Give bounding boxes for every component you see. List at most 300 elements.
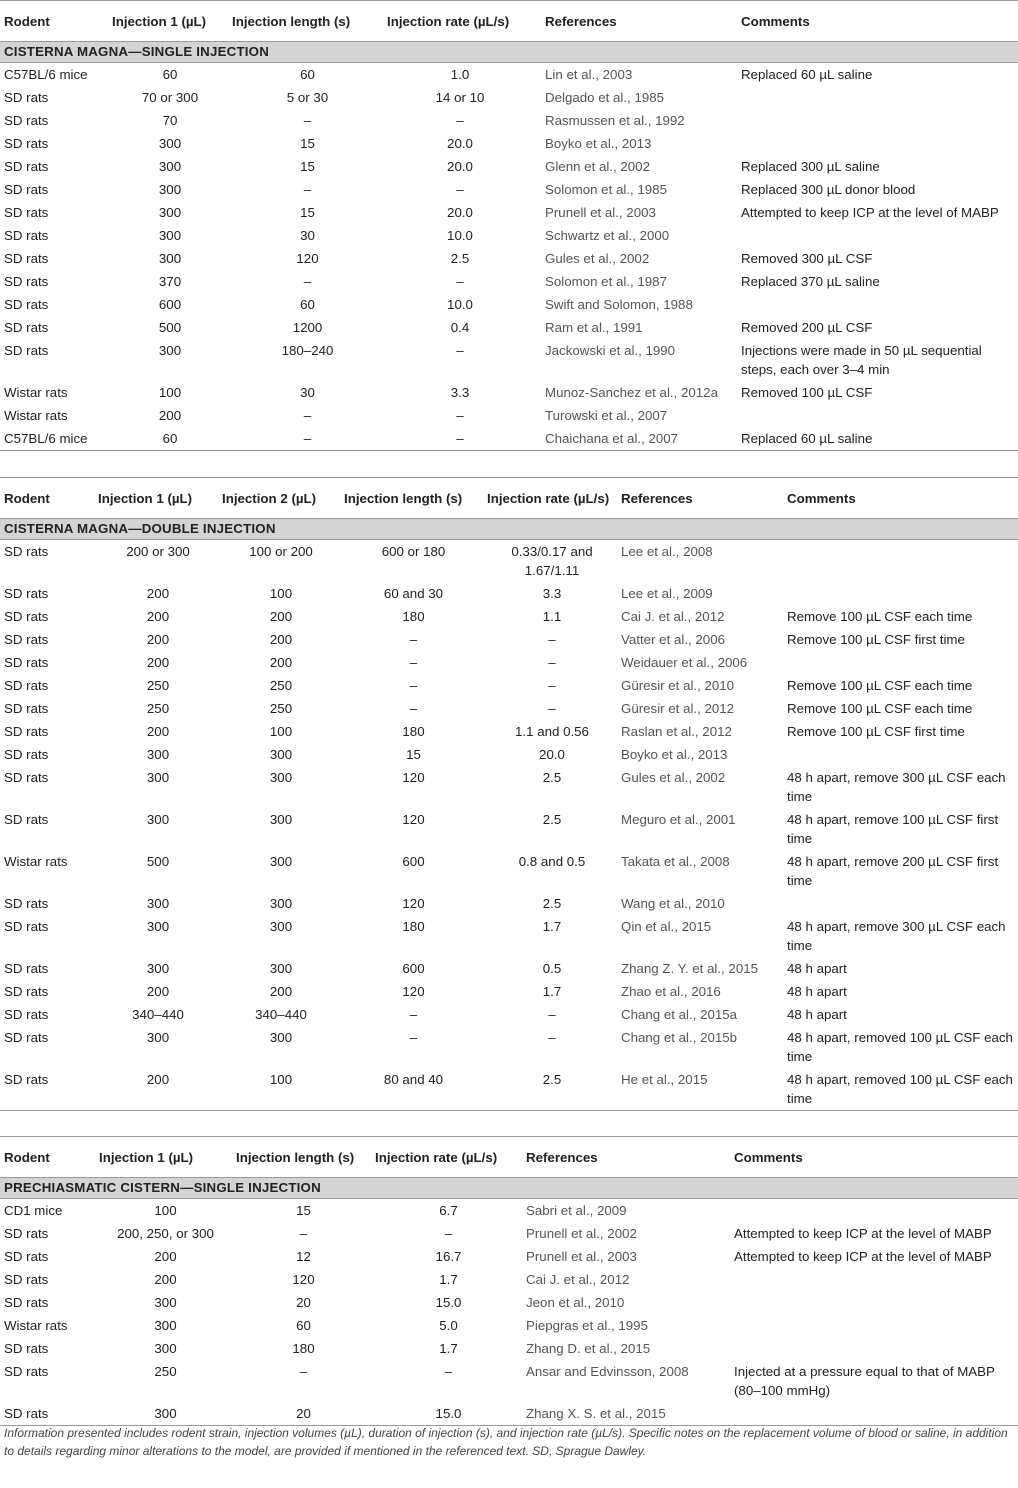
table-cell: 30: [300, 228, 315, 243]
table-cell: 100: [154, 1203, 177, 1218]
table-cell: SD rats: [4, 1249, 49, 1264]
table-cell: SD rats: [4, 655, 49, 670]
table-cell: 2.5: [542, 896, 562, 911]
table-row: [0, 540, 1018, 583]
table-row: [0, 1360, 1018, 1402]
table-footnote: Information presented includes rodent strain, injection volumes (µL), duration of injection (s), and injection rate (µL/s). Specific notes on the replacement volume of blood or saline, in addition to details regarding minor alterations to the model, are provided if mentioned in the referenced text. SD, Sprague Dawley.: [4, 1426, 1008, 1458]
table-row: [0, 132, 1018, 155]
table-cell: 48 h apart, remove 300 µL CSF each time: [787, 770, 1006, 804]
table-cell: –: [548, 701, 556, 716]
table-cell: 1.7: [542, 984, 562, 999]
table-cell: 300: [269, 919, 293, 934]
table-cell: 300: [269, 1030, 293, 1045]
table-cell: 48 h apart, removed 100 µL CSF each time: [783, 1068, 1018, 1111]
table-cell: 300: [158, 182, 182, 197]
table-row: [0, 674, 1018, 697]
table-row: [0, 1003, 1018, 1026]
table-cell: Vatter et al., 2006: [621, 632, 725, 647]
header-injection-rate: Injection rate (µL/s): [387, 13, 510, 29]
table-cell: Cai J. et al., 2012: [526, 1272, 630, 1287]
table-cell: Meguro et al., 2001: [621, 812, 736, 827]
table-cell: 300: [158, 159, 182, 174]
table-row: [0, 404, 1018, 427]
table-cell: SD rats: [4, 984, 49, 999]
table-cell: SD rats: [4, 1295, 49, 1310]
table-row: [0, 155, 1018, 178]
table-cell: –: [548, 632, 556, 647]
table-row: [0, 270, 1018, 293]
table-row: [0, 697, 1018, 720]
table-cell: Remove 100 µL CSF each time: [787, 609, 973, 624]
table-cell: 70: [162, 113, 178, 128]
table-cell: 0.4: [450, 320, 470, 335]
table-row: [0, 651, 1018, 674]
table-cell: –: [303, 274, 312, 289]
table-cell: Zhang Z. Y. et al., 2015: [621, 961, 759, 976]
table-cell: Swift and Solomon, 1988: [545, 297, 693, 312]
table-cell: 250: [146, 678, 170, 693]
table-cell: 2.5: [542, 812, 562, 827]
section-title: PRECHIASMATIC CISTERN—SINGLE INJECTION: [0, 1178, 1018, 1199]
table-cell: 20.0: [447, 205, 473, 220]
table-cell: Attempted to keep ICP at the level of MABP: [734, 1226, 992, 1241]
table-cell: [783, 540, 1018, 583]
table-cell: 200: [158, 408, 182, 423]
header-references: References: [526, 1149, 598, 1165]
table-cell: Jackowski et al., 1990: [545, 343, 676, 358]
table-row: [0, 247, 1018, 270]
table-cell: 14 or 10: [435, 90, 485, 105]
table-cell: –: [228, 427, 383, 451]
table-cell: SD rats: [4, 251, 49, 266]
header-rodent: Rodent: [4, 13, 50, 29]
table-row: [0, 605, 1018, 628]
table-cell: 300: [158, 205, 182, 220]
table-cell: SD rats: [4, 632, 49, 647]
table-row: [0, 427, 1018, 451]
table-cell: [730, 1291, 1018, 1314]
table-cell: 500: [146, 854, 170, 869]
table-cell: SD rats: [4, 1226, 49, 1241]
table-cell: 1.1: [542, 609, 562, 624]
table-cell: Prunell et al., 2003: [545, 205, 656, 220]
table-cell: 200: [146, 724, 170, 739]
table-row: [0, 1337, 1018, 1360]
table-row: [0, 63, 1018, 87]
table-cell: SD rats: [4, 586, 49, 601]
table-cell: –: [409, 1007, 418, 1022]
header-injection-rate: Injection rate (µL/s): [487, 490, 610, 506]
table-cell: 120: [402, 812, 425, 827]
table-cell: Boyko et al., 2013: [545, 136, 652, 151]
table-cell: 300: [146, 747, 170, 762]
table-row: [0, 1268, 1018, 1291]
table-cell: Injected at a pressure equal to that of MABP (80–100 mmHg): [734, 1364, 995, 1398]
table-row: [0, 339, 1018, 381]
table-cell: SD rats: [4, 297, 49, 312]
table-row: [0, 1245, 1018, 1268]
section-title: CISTERNA MAGNA—DOUBLE INJECTION: [0, 519, 1018, 540]
table-cell: Removed 300 µL CSF: [741, 251, 873, 266]
table-cell: 250: [269, 678, 293, 693]
table-cell: Piepgras et al., 1995: [526, 1318, 648, 1333]
table-cell: 200 or 300: [126, 544, 190, 559]
table-cell: 48 h apart, remove 100 µL CSF first time: [787, 812, 999, 846]
table-cell: Munoz-Sanchez et al., 2012a: [545, 385, 718, 400]
table-cell: 48 h apart: [787, 961, 847, 976]
table-cell: 100: [218, 1068, 340, 1111]
table-cell: Delgado et al., 1985: [545, 90, 665, 105]
table-cell: 12: [296, 1249, 311, 1264]
section-header: [0, 42, 1018, 63]
table-cell: 48 h apart, remove 200 µL CSF first time: [787, 854, 999, 888]
table-cell: 500: [158, 320, 182, 335]
table-cell: SD rats: [4, 770, 49, 785]
table-cell: 300: [154, 1318, 177, 1333]
table-cell: 200: [269, 632, 293, 647]
table-row: [0, 109, 1018, 132]
table-cell: Boyko et al., 2013: [621, 747, 728, 762]
table-cell: –: [409, 701, 418, 716]
table-cell: –: [409, 632, 418, 647]
table-cell: 0.5: [542, 961, 562, 976]
table-cell: Removed 200 µL CSF: [741, 320, 873, 335]
table-cell: –: [456, 274, 464, 289]
table-cell: SD rats: [4, 159, 49, 174]
table-cell: 1.7: [542, 919, 562, 934]
table-row: [0, 1402, 1018, 1426]
table-cell: [737, 224, 1018, 247]
table-cell: 120: [402, 770, 425, 785]
table-cell: Chaichana et al., 2007: [533, 427, 737, 451]
table-cell: 200: [146, 655, 170, 670]
table-cell: Lee et al., 2009: [621, 586, 713, 601]
table-cell: 300: [158, 343, 182, 358]
header-rodent: Rodent: [4, 1149, 50, 1165]
table-row: [0, 381, 1018, 404]
table-cell: 300: [158, 136, 182, 151]
table-cell: SD rats: [4, 678, 49, 693]
table-cell: Cai J. et al., 2012: [621, 609, 725, 624]
table-row: [0, 86, 1018, 109]
table-cell: Remove 100 µL CSF first time: [787, 632, 965, 647]
table-cell: –: [383, 427, 533, 451]
table-cell: SD rats: [4, 136, 49, 151]
table-cell: Ansar and Edvinsson, 2008: [526, 1364, 689, 1379]
table-row: [0, 316, 1018, 339]
table-cell: [737, 293, 1018, 316]
table-row: [0, 628, 1018, 651]
table-cell: –: [409, 1030, 418, 1045]
table-cell: 6.7: [439, 1203, 458, 1218]
table-cell: 20.0: [447, 159, 473, 174]
table-row: [0, 1222, 1018, 1245]
table-cell: Qin et al., 2015: [621, 919, 712, 934]
table-row: [0, 892, 1018, 915]
table-cell: [737, 86, 1018, 109]
table-cell: –: [456, 182, 464, 197]
table-row: [0, 743, 1018, 766]
table-cell: 30: [300, 385, 315, 400]
header-injection-length: Injection length (s): [344, 490, 463, 506]
table-cell: –: [456, 408, 464, 423]
table-cell: 1.1 and 0.56: [515, 724, 589, 739]
table-cell: SD rats: [4, 609, 49, 624]
header-injection-1: Injection 1 (µL): [98, 490, 193, 506]
table-cell: –: [444, 1226, 453, 1241]
table-cell: Güresir et al., 2010: [621, 678, 735, 693]
table-cell: SD rats: [4, 1341, 49, 1356]
table-cell: 300: [158, 228, 182, 243]
table-cell: 5 or 30: [286, 90, 329, 105]
table-cell: 15: [406, 747, 421, 762]
table-cell: Wistar rats: [4, 1318, 68, 1333]
table-cell: 200: [269, 984, 293, 999]
table-cell: 180: [292, 1341, 315, 1356]
table-cell: –: [303, 182, 312, 197]
section-header: [0, 1178, 1018, 1199]
table-cell: 300: [269, 961, 293, 976]
table-cell: 2.5: [542, 770, 562, 785]
table-cell: 300: [146, 896, 170, 911]
table-cell: 300: [154, 1341, 177, 1356]
table-cell: [783, 582, 1018, 605]
table-cell: SD rats: [4, 544, 49, 559]
table-cell: Replaced 60 µL saline: [741, 67, 873, 82]
table-cell: Remove 100 µL CSF each time: [787, 701, 973, 716]
table-cell: SD rats: [4, 90, 49, 105]
table-cell: 300: [269, 770, 293, 785]
table-cell: SD rats: [4, 343, 49, 358]
header-comments: Comments: [741, 13, 810, 29]
table-cell: 600: [158, 297, 182, 312]
table-cell: 200: [269, 655, 293, 670]
table-cell: Attempted to keep ICP at the level of MABP: [734, 1249, 992, 1264]
table-cell: 70 or 300: [141, 90, 199, 105]
table-cell: –: [456, 113, 464, 128]
header-comments: Comments: [787, 490, 856, 506]
header-injection-length: Injection length (s): [236, 1149, 355, 1165]
table-cell: 5.0: [439, 1318, 458, 1333]
header-injection-rate: Injection rate (µL/s): [375, 1149, 498, 1165]
header-injection-1: Injection 1 (µL): [99, 1149, 194, 1165]
table-cell: Injections were made in 50 µL sequential steps, each over 3–4 min: [741, 343, 982, 377]
table-row: [0, 1199, 1018, 1223]
table-cell: SD rats: [4, 320, 49, 335]
table-cell: 250: [154, 1364, 177, 1379]
table-row: [0, 1314, 1018, 1337]
table-cell: Raslan et al., 2012: [621, 724, 732, 739]
table-cell: 600 or 180: [381, 544, 446, 559]
table-cell: Lin et al., 2003: [545, 67, 633, 82]
table-cell: –: [548, 678, 556, 693]
table-cell: Zhang X. S. et al., 2015: [522, 1402, 730, 1426]
table-cell: –: [548, 655, 556, 670]
table-cell: 2.5: [450, 251, 470, 266]
table-cell: 80 and 40: [340, 1068, 483, 1111]
table-header: [0, 1, 1018, 42]
table-cell: Prunell et al., 2003: [526, 1249, 637, 1264]
table-cell: 20.0: [447, 136, 473, 151]
table-cell: –: [456, 343, 464, 358]
table-row: [0, 201, 1018, 224]
table-cell: 200: [146, 632, 170, 647]
table-cell: SD rats: [4, 1030, 49, 1045]
table-cell: SD rats: [4, 1364, 49, 1379]
table-cell: 300: [146, 812, 170, 827]
table-cell: 0.8 and 0.5: [518, 854, 586, 869]
table-cell: 200: [146, 984, 170, 999]
table-cell: Remove 100 µL CSF each time: [787, 678, 973, 693]
table-cell: 180: [402, 919, 425, 934]
table-cell: Ram et al., 1991: [545, 320, 643, 335]
table-cell: [737, 132, 1018, 155]
table-cell: SD rats: [4, 961, 49, 976]
table-cell: 300: [158, 251, 182, 266]
table-cell: –: [303, 113, 312, 128]
table-cell: Güresir et al., 2012: [621, 701, 735, 716]
table-cell: Wang et al., 2010: [621, 896, 725, 911]
table-cell: 48 h apart, remove 300 µL CSF each time: [787, 919, 1006, 953]
table-cell: Prunell et al., 2002: [526, 1226, 637, 1241]
table-cell: Rasmussen et al., 1992: [545, 113, 685, 128]
table-cell: SD rats: [4, 896, 49, 911]
table-cell: 300: [269, 854, 293, 869]
table-row: [0, 293, 1018, 316]
table-cell: 60: [300, 67, 315, 82]
header-references: References: [545, 13, 617, 29]
table-row: [0, 957, 1018, 980]
table-cell: 300: [269, 896, 293, 911]
table-cell: 60: [108, 427, 228, 451]
table-cell: Remove 100 µL CSF first time: [787, 724, 965, 739]
table-cell: –: [299, 1226, 308, 1241]
table-cell: 200: [94, 1068, 218, 1111]
table-cell: 120: [402, 984, 425, 999]
table-cell: 600: [402, 854, 425, 869]
table-cell: Schwartz et al., 2000: [545, 228, 670, 243]
table-cell: Replaced 300 µL saline: [741, 159, 880, 174]
table-cell: 300: [146, 919, 170, 934]
table-cisterna-magna-double: [0, 477, 1018, 1111]
table-cell: 48 h apart: [787, 984, 847, 999]
table-cell: Wistar rats: [4, 385, 68, 400]
table-prechiasmatic-single: [0, 1136, 1018, 1426]
table-cell: Solomon et al., 1985: [545, 182, 667, 197]
table-cell: 60: [162, 67, 178, 82]
table-cell: Replaced 300 µL donor blood: [741, 182, 916, 197]
table-cell: 200: [146, 609, 170, 624]
table-header: [0, 1137, 1018, 1178]
table-cell: [730, 1402, 1018, 1426]
table-cell: SD rats: [4, 228, 49, 243]
header-injection-2: Injection 2 (µL): [222, 490, 317, 506]
table-cell: –: [548, 1030, 556, 1045]
table-cell: 600: [402, 961, 425, 976]
table-cell: SD rats: [4, 113, 49, 128]
table-cell: 250: [269, 701, 293, 716]
table-cell: 48 h apart: [787, 1007, 847, 1022]
table-cell: Gules et al., 2002: [621, 770, 726, 785]
table-cell: 15: [300, 159, 315, 174]
table-cell: –: [548, 1007, 556, 1022]
table-cell: –: [299, 1364, 308, 1379]
table-cell: C57BL/6 mice: [4, 67, 88, 82]
table-cell: 1.0: [450, 67, 470, 82]
table-cell: Solomon et al., 1987: [545, 274, 667, 289]
table-row: [0, 766, 1018, 808]
table-cell: Weidauer et al., 2006: [621, 655, 748, 670]
table-cell: CD1 mice: [4, 1203, 63, 1218]
table-cell: 200: [154, 1249, 177, 1264]
table-cell: 0.33/0.17 and 1.67/1.11: [511, 544, 593, 578]
table-cell: 300: [269, 747, 293, 762]
table-cell: [783, 892, 1018, 915]
table-cell: He et al., 2015: [617, 1068, 783, 1111]
section-title: CISTERNA MAGNA—SINGLE INJECTION: [0, 42, 1018, 63]
table-cell: –: [409, 678, 418, 693]
table-cell: [730, 1337, 1018, 1360]
table-cell: Sabri et al., 2009: [526, 1203, 627, 1218]
table-cell: Zhao et al., 2016: [621, 984, 721, 999]
table-cell: 100: [269, 724, 293, 739]
table-cell: Chang et al., 2015a: [621, 1007, 738, 1022]
table-cell: SD rats: [0, 1402, 95, 1426]
table-cell: SD rats: [4, 919, 49, 934]
table-cell: 120: [296, 251, 319, 266]
header-rodent: Rodent: [4, 490, 50, 506]
table-cell: 48 h apart, removed 100 µL CSF each time: [787, 1030, 1013, 1064]
table-cell: 200: [146, 586, 170, 601]
table-cell: 15: [300, 136, 315, 151]
table-cell: 180–240: [281, 343, 334, 358]
table-cell: 200: [154, 1272, 177, 1287]
table-cell: SD rats: [4, 812, 49, 827]
header-references: References: [621, 490, 693, 506]
table-row: [0, 582, 1018, 605]
table-cell: Attempted to keep ICP at the level of MABP: [741, 205, 999, 220]
table-cell: Turowski et al., 2007: [545, 408, 668, 423]
table-row: [0, 980, 1018, 1003]
table-row: [0, 720, 1018, 743]
table-cell: SD rats: [0, 1068, 94, 1111]
table-cell: Wistar rats: [4, 854, 68, 869]
table-cell: 20: [296, 1295, 311, 1310]
table-cell: [730, 1314, 1018, 1337]
table-cell: 16.7: [435, 1249, 462, 1264]
table-cell: 3.3: [542, 586, 562, 601]
table-cell: Zhang D. et al., 2015: [526, 1341, 651, 1356]
table-cell: SD rats: [4, 747, 49, 762]
table-cell: 100 or 200: [249, 544, 313, 559]
table-cell: [783, 743, 1018, 766]
table-cell: SD rats: [4, 724, 49, 739]
table-cell: 300: [154, 1295, 177, 1310]
table-cell: [737, 109, 1018, 132]
section-header: [0, 519, 1018, 540]
table-cell: 60 and 30: [383, 586, 444, 601]
table-cell: 60: [296, 1318, 311, 1333]
table-cell: SD rats: [4, 205, 49, 220]
table-cell: SD rats: [4, 274, 49, 289]
table-header: [0, 478, 1018, 519]
header-comments: Comments: [734, 1149, 803, 1165]
table-cell: 15: [296, 1203, 311, 1218]
table-cell: 10.0: [447, 297, 473, 312]
table-cell: 10.0: [447, 228, 473, 243]
table-cell: [783, 651, 1018, 674]
table-cell: Jeon et al., 2010: [526, 1295, 625, 1310]
